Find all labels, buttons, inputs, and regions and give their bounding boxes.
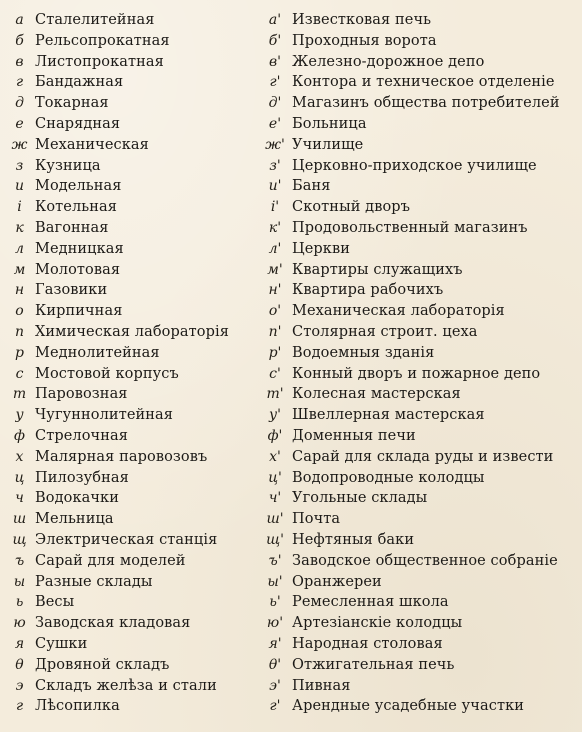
legend-label: Механическая лабораторія	[292, 303, 505, 320]
legend-key: э	[15, 677, 24, 694]
legend-label: Чугуннолитейная	[35, 407, 174, 424]
legend-label: Конный дворъ и пожарное депо	[292, 365, 541, 382]
legend-label: Отжигательная печь	[292, 656, 455, 673]
legend-key: і'	[270, 199, 280, 216]
legend-label: Рельсопрокатная	[35, 32, 170, 49]
legend-entry	[258, 260, 580, 281]
legend-key: у	[15, 407, 24, 424]
legend-key: г	[15, 74, 24, 91]
legend-entry	[4, 426, 284, 447]
legend-label: Сушки	[35, 635, 88, 652]
legend-entry	[258, 343, 580, 364]
legend-label: Училище	[292, 136, 364, 153]
legend-entry	[258, 551, 580, 572]
legend-key: з	[15, 157, 24, 174]
legend-key: р'	[268, 344, 282, 361]
legend-entry	[4, 530, 284, 551]
legend-entry	[4, 384, 284, 405]
legend-label: Угольные склады	[292, 490, 428, 507]
legend-entry	[4, 156, 284, 177]
legend-label: Разные склады	[35, 573, 153, 590]
legend-entry	[258, 676, 580, 697]
legend-label: Малярная паровозовъ	[35, 448, 208, 465]
legend-label: Оранжереи	[292, 573, 382, 590]
legend-entry	[4, 655, 284, 676]
legend-label: Водопроводные колодцы	[292, 469, 485, 486]
legend-entry	[4, 322, 284, 343]
legend-label: Колесная мастерская	[292, 386, 461, 403]
legend-key: г'	[269, 698, 281, 715]
legend-entry	[4, 280, 284, 301]
legend-entry	[4, 72, 284, 93]
legend-entry	[4, 447, 284, 468]
legend-key: м	[13, 261, 26, 278]
legend-key: л'	[268, 240, 282, 257]
legend-label: Пилозубная	[35, 469, 129, 486]
legend-key: і	[17, 199, 22, 216]
legend-key: ы	[13, 573, 26, 590]
legend-key: н	[14, 282, 25, 299]
legend-key: к'	[268, 219, 282, 236]
legend-key: я	[14, 635, 25, 652]
legend-entry	[258, 52, 580, 73]
legend-key: ж	[11, 136, 28, 153]
legend-key: м'	[267, 261, 283, 278]
legend-key: ъ	[14, 552, 25, 569]
legend-key: т'	[266, 386, 284, 403]
legend-entry	[258, 655, 580, 676]
legend-label: Газовики	[35, 282, 108, 299]
legend-entry	[258, 468, 580, 489]
legend-label: Магазинъ общества потребителей	[292, 95, 560, 112]
legend-label: Кузница	[35, 157, 101, 174]
legend-label: Пивная	[292, 677, 351, 694]
legend-entry	[4, 488, 284, 509]
legend-label: Паровозная	[35, 386, 128, 403]
legend-entry	[258, 31, 580, 52]
legend-key: д'	[268, 95, 282, 112]
legend-entry	[258, 10, 580, 31]
legend-label: Модельная	[35, 178, 122, 195]
legend-key: ж'	[265, 136, 285, 153]
legend-label: Железно-дорожное депо	[292, 53, 485, 70]
legend-entry	[258, 364, 580, 385]
legend-entry	[4, 197, 284, 218]
legend-key: ь'	[269, 594, 281, 611]
legend-label: Водокачки	[35, 490, 119, 507]
legend-entry	[258, 572, 580, 593]
legend-key: п'	[268, 323, 282, 340]
legend-label: Скотный дворъ	[292, 199, 411, 216]
legend-key: у'	[269, 407, 281, 424]
legend-entry	[258, 426, 580, 447]
legend-key: ю	[13, 615, 26, 632]
legend-label: Бандажная	[35, 74, 124, 91]
legend-entry	[4, 613, 284, 634]
legend-key: г	[15, 698, 24, 715]
legend-key: ф'	[267, 427, 283, 444]
legend-key: т	[12, 386, 27, 403]
legend-entry	[258, 239, 580, 260]
legend-entry	[258, 447, 580, 468]
legend-label: Контора и техническое отделеніе	[292, 74, 555, 91]
legend-key: з'	[269, 157, 281, 174]
legend-label: Арендные усадебные участки	[292, 698, 524, 715]
legend-key: л	[15, 240, 24, 257]
legend-key: щ'	[266, 531, 284, 548]
legend-label: Лѣсопилка	[35, 698, 120, 715]
legend-label: Столярная строит. цеха	[292, 323, 478, 340]
legend-entry	[4, 676, 284, 697]
legend-key: ш	[12, 511, 27, 528]
legend-label: Кирпичная	[35, 303, 123, 320]
legend-entry	[258, 509, 580, 530]
legend-label: Молотовая	[35, 261, 121, 278]
legend-key: с'	[269, 365, 281, 382]
legend-key: б	[15, 32, 24, 49]
legend-label: Дровяной складъ	[35, 656, 170, 673]
legend-entry	[258, 592, 580, 613]
legend-label: Мостовой корпусъ	[35, 365, 179, 382]
legend-key: р	[15, 344, 24, 361]
legend-key: и'	[268, 178, 282, 195]
legend-label: Весы	[35, 594, 75, 611]
legend-label: Больница	[292, 115, 367, 132]
legend-key: ъ'	[268, 552, 282, 569]
legend-entry	[4, 405, 284, 426]
legend-label: Листопрокатная	[35, 53, 164, 70]
legend-key: н'	[268, 282, 282, 299]
legend-key: и	[14, 178, 25, 195]
legend-label: Стрелочная	[35, 427, 128, 444]
legend-column-right	[258, 10, 580, 717]
legend-entry	[4, 260, 284, 281]
legend-entry	[258, 634, 580, 655]
legend-key: о'	[268, 303, 282, 320]
legend-label: Продовольственный магазинъ	[292, 219, 528, 236]
legend-label: Церковно-приходское училище	[292, 157, 537, 174]
legend-key: щ	[12, 531, 27, 548]
legend-key: б'	[268, 32, 282, 49]
legend-key: в	[15, 53, 24, 70]
legend-entry	[258, 72, 580, 93]
legend-label: Заводское общественное собраніе	[292, 552, 558, 569]
legend-entry	[258, 322, 580, 343]
legend-entry	[4, 239, 284, 260]
legend-key: х	[15, 448, 24, 465]
legend-entry	[4, 468, 284, 489]
legend-key: ц	[14, 469, 25, 486]
legend-label: Сталелитейная	[35, 12, 155, 28]
legend-entry	[4, 696, 284, 717]
legend-label: Токарная	[35, 95, 109, 112]
legend-entry	[4, 509, 284, 530]
legend-label: Складъ желѣза и стали	[35, 677, 217, 694]
legend-label: Химическая лабораторія	[35, 323, 229, 340]
legend-key: в'	[269, 53, 281, 70]
legend-key: ц'	[268, 469, 282, 486]
legend-entry	[4, 93, 284, 114]
legend-label: Сарай для моделей	[35, 552, 186, 569]
legend-key: ч'	[268, 490, 282, 507]
legend-key: э'	[269, 677, 281, 694]
legend-entry	[4, 301, 284, 322]
legend-key: е'	[268, 115, 282, 132]
legend-label: Заводская кладовая	[35, 615, 191, 632]
legend-entry	[258, 488, 580, 509]
legend-key: ь	[15, 594, 24, 611]
legend-entry	[258, 156, 580, 177]
legend-key: ш'	[266, 511, 284, 528]
legend-key: а	[15, 12, 24, 28]
legend-entry	[4, 343, 284, 364]
legend-key: г'	[269, 74, 281, 91]
legend-label: Швеллерная мастерская	[292, 407, 485, 424]
legend-entry	[258, 405, 580, 426]
legend-label: Доменныя печи	[292, 427, 416, 444]
legend-key: θ'	[268, 656, 282, 673]
legend-entry	[4, 218, 284, 239]
legend-entry	[258, 176, 580, 197]
legend-key: ф	[14, 427, 25, 444]
legend-entry	[258, 114, 580, 135]
legend-entry	[258, 218, 580, 239]
legend-label: Сарай для склада руды и извести	[292, 448, 554, 465]
legend-label: Котельная	[35, 199, 118, 216]
legend-label: Меднолитейная	[35, 344, 160, 361]
legend-entry	[4, 176, 284, 197]
legend-key: ы'	[267, 573, 283, 590]
legend-key: х'	[269, 448, 281, 465]
legend-label: Почта	[292, 511, 341, 528]
legend-entry	[258, 135, 580, 156]
legend-label: Проходныя ворота	[292, 32, 437, 49]
legend-label: Квартиры служащихъ	[292, 261, 463, 278]
legend-entry	[4, 551, 284, 572]
legend-label: Артезіанскіе колодцы	[292, 615, 463, 632]
legend-key: с	[15, 365, 24, 382]
legend-label: Медницкая	[35, 240, 124, 257]
legend-entry	[258, 530, 580, 551]
legend-entry	[4, 634, 284, 655]
legend-entry	[258, 613, 580, 634]
legend-entry	[4, 10, 284, 31]
legend-entry	[4, 114, 284, 135]
legend-key: п	[14, 323, 25, 340]
legend-label: Нефтяныя баки	[292, 531, 415, 548]
legend-label: Мельница	[35, 511, 114, 528]
legend-entry	[4, 135, 284, 156]
legend-label: Снарядная	[35, 115, 121, 132]
legend-entry	[258, 696, 580, 717]
legend-entry	[258, 197, 580, 218]
legend-label: Народная столовая	[292, 635, 443, 652]
legend-key: к	[15, 219, 24, 236]
legend-entry	[4, 52, 284, 73]
legend-label: Баня	[292, 178, 331, 195]
legend-label: Ремесленная школа	[292, 594, 449, 611]
legend-entry	[4, 31, 284, 52]
legend-entry	[4, 572, 284, 593]
legend-entry	[4, 592, 284, 613]
legend-label: Электрическая станція	[35, 531, 218, 548]
legend-key: а'	[268, 12, 282, 28]
legend-entry	[258, 93, 580, 114]
legend-key: я'	[268, 635, 282, 652]
legend-entry	[258, 301, 580, 322]
legend-key: ю'	[266, 615, 284, 632]
legend-key: ч	[15, 490, 24, 507]
legend-label: Механическая	[35, 136, 149, 153]
legend-label: Вагонная	[35, 219, 109, 236]
legend-key: е	[15, 115, 24, 132]
legend-entry	[258, 280, 580, 301]
legend-label: Водоемныя зданія	[292, 344, 435, 361]
legend-entry	[258, 384, 580, 405]
legend-entry	[4, 364, 284, 385]
legend-column-left	[4, 10, 284, 717]
legend-label: Известковая печь	[292, 12, 432, 28]
legend-label: Церкви	[292, 240, 350, 257]
legend-label: Квартира рабочихъ	[292, 282, 444, 299]
legend-key: о	[15, 303, 24, 320]
legend-key: θ	[15, 656, 24, 673]
legend-key: д	[15, 95, 24, 112]
